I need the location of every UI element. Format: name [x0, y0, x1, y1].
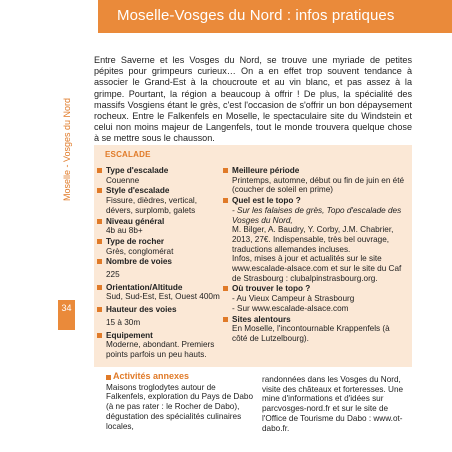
info-value: Grès, conglomérat	[106, 246, 174, 256]
running-title: Moselle - Vosges du Nord	[62, 97, 72, 201]
bullet-square-icon	[97, 259, 102, 264]
info-value: 225	[106, 270, 120, 280]
info-periode	[232, 166, 406, 195]
info-orientation	[106, 283, 226, 302]
info-style	[106, 186, 226, 215]
annexes-left	[106, 372, 254, 431]
info-heading: Meilleure période	[232, 166, 300, 175]
info-value: Printemps, automne, début ou fin de juin en été (coucher de soleil en prime)	[232, 175, 405, 195]
bullet-square-icon	[97, 307, 102, 312]
info-value: Moderne, abondant. Premiers points parfois un peu hauts.	[106, 340, 215, 359]
info-value: - Sur les falaises de grès, Topo d'escalade des Vosges du Nord,	[232, 205, 402, 225]
info-value: - Sur www.escalade-alsace.com	[232, 303, 349, 313]
escalade-left-column	[106, 166, 226, 361]
info-value: En Moselle, l'incontournable Krappenfels (à côté de Lutzelbourg).	[232, 324, 390, 343]
info-trouver	[232, 284, 406, 313]
info-heading: Hauteur des voies	[106, 305, 177, 315]
bullet-square-icon	[97, 219, 102, 224]
escalade-label: ESCALADE	[105, 150, 151, 159]
info-hauteur	[106, 305, 226, 327]
info-value: - Au Vieux Campeur à Strasbourg	[232, 294, 355, 304]
intro-paragraph: Entre Saverne et les Vosges du Nord, se trouve une myriade de petites pépites pour grimpeurs curieux… On a en effet trop souvent tendance à associer le Grand-Est à la choucroute et au vin blanc, et pas assez à la grimpe. Pourtant, la région a beaucoup à offrir ! De plus, la spécialité des massifs Vosgiens étant le grès, c'est l'occasion de s'offrir un bon dépaysement rocheux. Entre le Falkenfels en Moselle, le spectaculaire site du Windstein et celui non moins majeur de Langenfels, tout le monde trouvera quelque chose à se mettre sous le chausson.	[94, 55, 412, 144]
info-rocher	[106, 237, 226, 256]
info-heading: Equipement	[106, 330, 153, 340]
info-heading: Sites alentours	[232, 314, 291, 324]
info-heading: Style d'escalade	[106, 186, 170, 196]
bullet-square-icon	[223, 198, 228, 203]
page-number: 34	[61, 303, 72, 313]
annexes-heading: Activités annexes	[106, 372, 254, 382]
escalade-right-column	[232, 166, 406, 345]
bullet-square-icon	[97, 333, 102, 338]
info-value: M. Bilger, A. Baudry, Y. Corby, J.M. Chabrier, 2013, 27€. Indispensable, très bel ouvrage, traductions allemandes incluses.	[232, 225, 394, 254]
info-heading: Nombre de voies	[106, 257, 172, 267]
info-niveau	[106, 217, 226, 236]
info-value: 4b au 8b+	[106, 226, 143, 236]
info-type	[106, 166, 226, 185]
annexes-text-right: randonnées dans les Vosges du Nord, visite des châteaux et forteresses. Une mine d'informations et d'idées sur parcvosges-nord.fr et sur le site de l'Office de Tourisme du Dabo : www.ot-dabo.fr.	[262, 375, 404, 433]
info-value: Fissure, dièdres, vertical, dévers, surplomb, galets	[106, 196, 198, 215]
info-heading: Où trouver le topo ?	[232, 284, 311, 294]
info-value: Couenne	[106, 175, 140, 185]
page-title: Moselle-Vosges du Nord : infos pratiques	[117, 7, 395, 24]
info-heading: Quel est le topo ?	[232, 196, 301, 206]
info-heading: Type de rocher	[106, 236, 165, 246]
info-value: 15 à 30m	[106, 317, 141, 327]
bullet-square-icon	[97, 285, 102, 290]
info-heading: Orientation/Altitude	[106, 282, 183, 292]
info-value: Infos, mises à jour et actualités sur le site www.escalade-alsace.com et sur le site du Caf de Strasbourg : clubalpinstrasbourg.org.	[232, 254, 402, 283]
bullet-square-icon	[223, 286, 228, 291]
info-voies	[106, 257, 226, 279]
bullet-square-icon	[223, 317, 228, 322]
bullet-square-icon	[97, 239, 102, 244]
info-alentours	[232, 315, 406, 344]
info-value: Sud, Sud-Est, Est, Ouest 400m	[106, 292, 220, 302]
bullet-square-icon	[106, 375, 111, 380]
info-equipement	[106, 331, 226, 360]
annexes-text-left: Maisons troglodytes autour de Falkenfels, exploration du Pays de Dabo (à ne pas rater : le Rocher de Dabo), dégustation des spécialités culinaires locales,	[106, 382, 254, 431]
info-topo	[232, 196, 406, 283]
info-heading: Niveau général	[106, 216, 165, 226]
bullet-square-icon	[97, 188, 102, 193]
bullet-square-icon	[223, 168, 228, 173]
bullet-square-icon	[97, 168, 102, 173]
info-heading: Type d'escalade	[106, 166, 169, 175]
